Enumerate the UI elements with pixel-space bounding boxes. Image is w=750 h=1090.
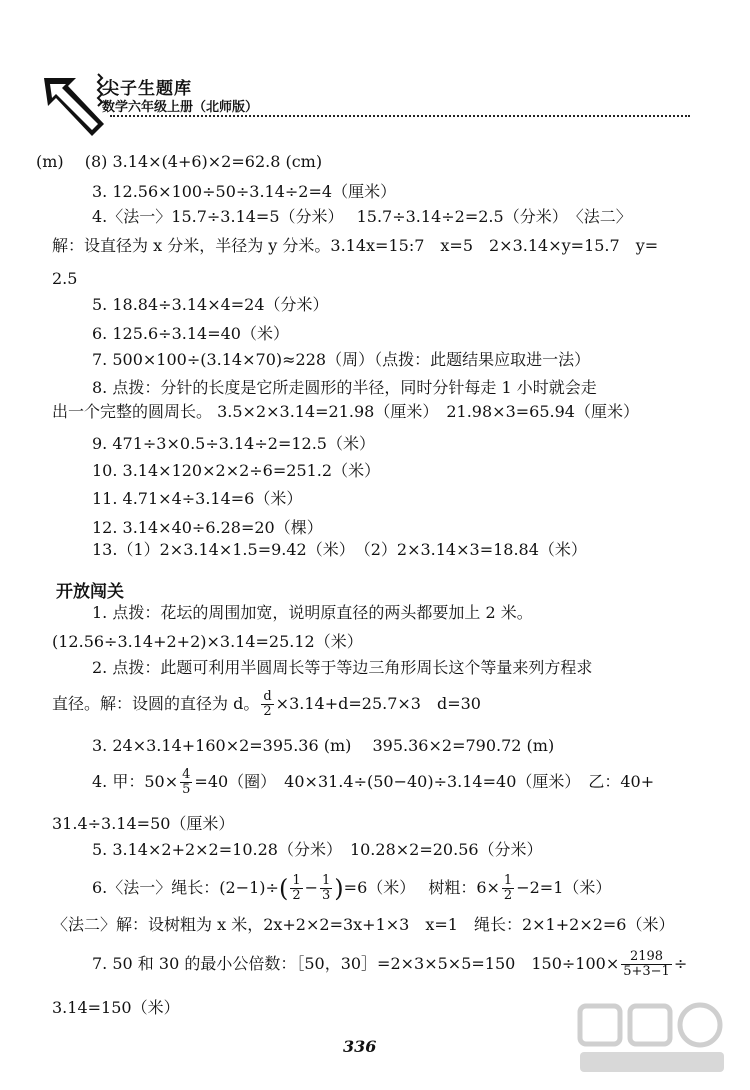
answer-text: ×3.14+d=25.7×3 d=30 xyxy=(275,694,481,713)
fraction: $\frac{1}{2}$ xyxy=(503,873,513,903)
minus-sign: − xyxy=(304,878,318,897)
page-number: 336 xyxy=(343,1037,377,1056)
answer-line: 3. 12.56×100÷50÷3.14÷2=4（厘米） xyxy=(92,182,397,201)
answer-line: 解：设直径为 x 分米，半径为 y 分米。3.14x=15:7 x=5 2×3.14×y=15.7 y= xyxy=(52,236,659,255)
answer-line xyxy=(92,768,654,797)
answer-text: 6.〈法一〉绳长：(2−1)÷ xyxy=(92,878,279,897)
answer-line: (m) (8) 3.14×(4+6)×2=62.8 (cm) xyxy=(36,152,323,171)
answer-text: 4. 甲：50× xyxy=(92,772,179,791)
answer-line: 9. 471÷3×0.5÷3.14÷2=12.5（米） xyxy=(92,434,375,453)
book-title: 尖子生题库 xyxy=(102,79,192,99)
answer-text: =6（米） 树粗：6× xyxy=(343,878,500,897)
answer-line xyxy=(52,690,481,719)
answer-line: 4.〈法一〉15.7÷3.14=5（分米） 15.7÷3.14÷2=2.5（分米） 〈法二〉 xyxy=(92,207,632,226)
answer-line: 12. 3.14×40÷6.28=20（棵） xyxy=(92,518,323,537)
answer-line: 出一个完整的圆周长。 3.5×2×3.14=21.98（厘米） 21.98×3=65.94（厘米） xyxy=(52,402,639,421)
answer-line: 13.（1）2×3.14×1.5=9.42（米） （2）2×3.14×3=18.84（米） xyxy=(92,540,587,559)
book-subtitle: 数学六年级上册（北师版） xyxy=(102,100,259,115)
fraction: $\frac{1}{2}$ xyxy=(292,873,301,903)
answer-line: (12.56÷3.14+2+2)×3.14=25.12（米） xyxy=(52,632,363,651)
section-heading: 开放闯关 xyxy=(56,582,124,602)
answer-text: =40（圈） 40×31.4÷(50−40)÷3.14=40（厘米） 乙：40+ xyxy=(194,772,655,791)
fraction: $\frac{1}{3}$ xyxy=(322,873,331,903)
arrow-logo-icon xyxy=(40,72,106,140)
fraction: $\frac{4}{5}$ xyxy=(182,767,191,797)
answer-line: 1. 点拨：花坛的周围加宽，说明原直径的两头都要加上 2 米。 xyxy=(92,603,533,622)
header-dotted-rule xyxy=(110,115,690,117)
answer-line: 6.〈法一〉绳长：(2−1)÷( $\frac{1}{2}$ − $\frac{1}{3}$ )=6（米） 树粗：6× $\frac{1}{2}$ −2=1（米） xyxy=(92,873,612,903)
answer-line: 2.5 xyxy=(52,269,78,288)
answer-line: 3.14=150（米） xyxy=(52,998,180,1017)
answer-line: 7. 500×100÷(3.14×70)≈228（周）（点拨：此题结果应取进一法） xyxy=(92,350,591,369)
fraction: $\frac{d}{2}$ xyxy=(263,689,272,719)
answer-text: ÷ xyxy=(673,954,688,973)
answer-line: 5. 18.84÷3.14×4=24（分米） xyxy=(92,295,329,314)
answer-line: 8. 点拨：分针的长度是它所走圆形的半径，同时分针每走 1 小时就会走 xyxy=(92,378,597,397)
answer-text: 7. 50 和 30 的最小公倍数：［50，30］=2×3×5×5=150 150÷100× xyxy=(92,954,620,973)
answer-line: 3. 24×3.14+160×2=395.36 (m) 395.36×2=790.72 (m) xyxy=(92,736,555,755)
answer-line: 〈法二〉解：设树粗为 x 米，2x+2×2=3x+1×3 x=1 绳长：2×1+2×2=6（米） xyxy=(52,915,675,934)
page-header xyxy=(40,66,680,138)
answer-line: 10. 3.14×120×2×2÷6=251.2（米） xyxy=(92,461,381,480)
answer-text: −2=1（米） xyxy=(516,878,612,897)
answer-line: 31.4÷3.14=50（厘米） xyxy=(52,814,235,833)
answer-line: 5. 3.14×2+2×2=10.28（分米） 10.28×2=20.56（分米） xyxy=(92,840,543,859)
answer-line: 2. 点拨：此题可利用半圆周长等于等边三角形周长这个等量来列方程求 xyxy=(92,658,593,677)
answer-text: 直径。解：设圆的直径为 d。 xyxy=(52,694,260,713)
fraction: $\frac{2198}{5+3-1}$ xyxy=(623,949,670,979)
answer-line: 11. 4.71×4÷3.14=6（米） xyxy=(92,489,303,508)
watermark-stamp-icon xyxy=(572,1000,732,1080)
answer-line xyxy=(92,950,687,979)
answer-line: 6. 125.6÷3.14=40（米） xyxy=(92,324,289,343)
